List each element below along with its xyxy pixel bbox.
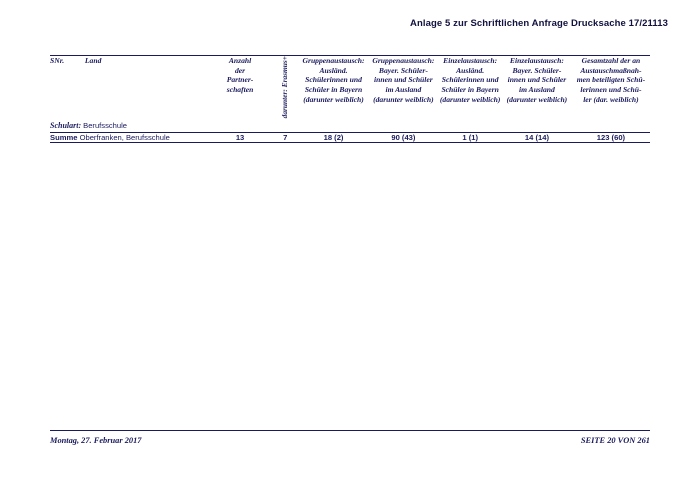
col-header-gruppen-bayern-line-5: (darunter weiblich) (373, 94, 434, 104)
col-header-gruppen-bayern-line-4: im Ausland (385, 85, 422, 95)
summary-gruppen-ausland: 18 (2) (323, 133, 344, 143)
col-header-gruppen-ausland-line-4: Schüler in Bayern (304, 85, 363, 95)
col-header-anzahl-line-1: Anzahl (228, 56, 252, 65)
col-header-einzel-bayern-line-2: Bayer. Schüler- (512, 65, 562, 75)
summary-label-bold: Summe (50, 133, 78, 143)
col-header-anzahl-line-3: Partner- (226, 75, 254, 85)
schulart-spacer-erasmus (272, 121, 299, 130)
footer-page-number: SEITE 20 VON 261 (580, 436, 650, 445)
col-header-land (85, 56, 208, 121)
col-header-erasmus (272, 56, 299, 121)
col-header-einzel-bayern-line-4: im Ausland (519, 85, 555, 95)
col-header-gesamt-line-2: Austauschmaßnah- (580, 65, 642, 75)
table-summary-block (50, 133, 650, 142)
table-bottom-rule (50, 142, 650, 143)
col-header-gesamt-line-3: men beteiligten Schü- (576, 75, 646, 85)
col-header-einzel-bayern-line-1: Einzelaustausch: (509, 56, 564, 65)
schulart-row (50, 121, 650, 130)
footer-date: Montag, 27. Februar 2017 (50, 436, 142, 445)
col-header-anzahl-line-2: der (234, 65, 246, 75)
col-header-gesamt-line-5: ler (dar. weiblich) (583, 94, 639, 104)
col-header-gruppen-bayern-line-1: Gruppenaustausch: (372, 56, 435, 65)
page-footer (50, 430, 650, 445)
schulart-spacer-g2 (368, 121, 438, 130)
col-header-einzel-bayern-line-3: innen und Schüler (507, 75, 567, 85)
table-row (50, 133, 650, 142)
table-header-row (50, 56, 650, 121)
col-header-gruppen-ausland-line-1: Gruppenaustausch: (302, 56, 365, 65)
col-header-gruppen-ausland-line-5: (darunter weiblich) (303, 94, 364, 104)
col-header-gruppen-bayern-line-2: Bayer. Schüler- (378, 65, 428, 75)
col-header-einzel-bayern (502, 56, 572, 121)
schulart-spacer-e1 (438, 121, 502, 130)
col-header-gesamt (572, 56, 650, 121)
document-header-title: Anlage 5 zur Schriftlichen Anfrage Drucksache 17/21113 (410, 18, 668, 29)
col-header-anzahl (208, 56, 272, 121)
summary-einzel-bayern: 14 (14) (524, 133, 549, 143)
summary-einzel-ausland: 1 (1) (462, 133, 478, 143)
col-header-gruppen-ausland-line-3: Schülerinnen und (305, 75, 362, 85)
table (50, 56, 650, 121)
summary-label-rest: Oberfranken, Berufsschule (79, 133, 170, 143)
schulart-spacer-e2 (502, 121, 572, 130)
summary-label-cell (50, 133, 208, 142)
col-header-einzel-bayern-line-5: (darunter weiblich) (506, 94, 568, 104)
col-header-gruppen-ausland (299, 56, 369, 121)
col-header-land-label: Land (84, 56, 102, 65)
schulart-spacer-ges (572, 121, 650, 130)
col-header-snr (50, 56, 85, 121)
col-header-gruppen-bayern-line-3: innen und Schüler (374, 75, 433, 85)
col-header-einzel-ausland-line-5: (darunter weiblich) (439, 94, 501, 104)
schulart-label: Schulart: (50, 121, 82, 131)
schulart-spacer-anzahl (208, 121, 272, 130)
col-header-einzel-ausland-line-1: Einzelaustausch: (443, 56, 498, 65)
col-header-einzel-ausland (438, 56, 502, 121)
col-header-gruppen-ausland-line-2: Ausländ. (319, 65, 348, 75)
schulart-spacer-g1 (299, 121, 369, 130)
col-header-gruppen-bayern (368, 56, 438, 121)
summary-gesamt: 123 (60) (596, 133, 626, 143)
col-header-anzahl-line-4: schaften (226, 85, 254, 95)
schulart-value: Berufsschule (83, 121, 128, 131)
footer-line (50, 436, 650, 445)
col-header-einzel-ausland-line-2: Ausländ. (456, 65, 485, 75)
footer-rule (50, 430, 650, 431)
col-header-gesamt-line-4: lerinnen und Schü- (580, 85, 642, 95)
col-header-einzel-ausland-line-3: Schülerinnen und (441, 75, 499, 85)
summary-anzahl: 13 (235, 133, 245, 143)
col-header-snr-label: SNr. (50, 56, 65, 65)
summary-erasmus: 7 (283, 133, 288, 143)
table-schulart-block (50, 121, 650, 130)
col-header-gesamt-line-1: Gesamtzahl der an (581, 56, 641, 65)
col-header-einzel-ausland-line-4: Schüler in Bayern (441, 85, 499, 95)
summary-gruppen-bayern: 90 (43) (391, 133, 416, 143)
col-header-erasmus-label: darunter: Erasmus+ (279, 56, 289, 119)
schulart-cell (50, 121, 208, 130)
exchange-statistics-table (50, 55, 650, 143)
